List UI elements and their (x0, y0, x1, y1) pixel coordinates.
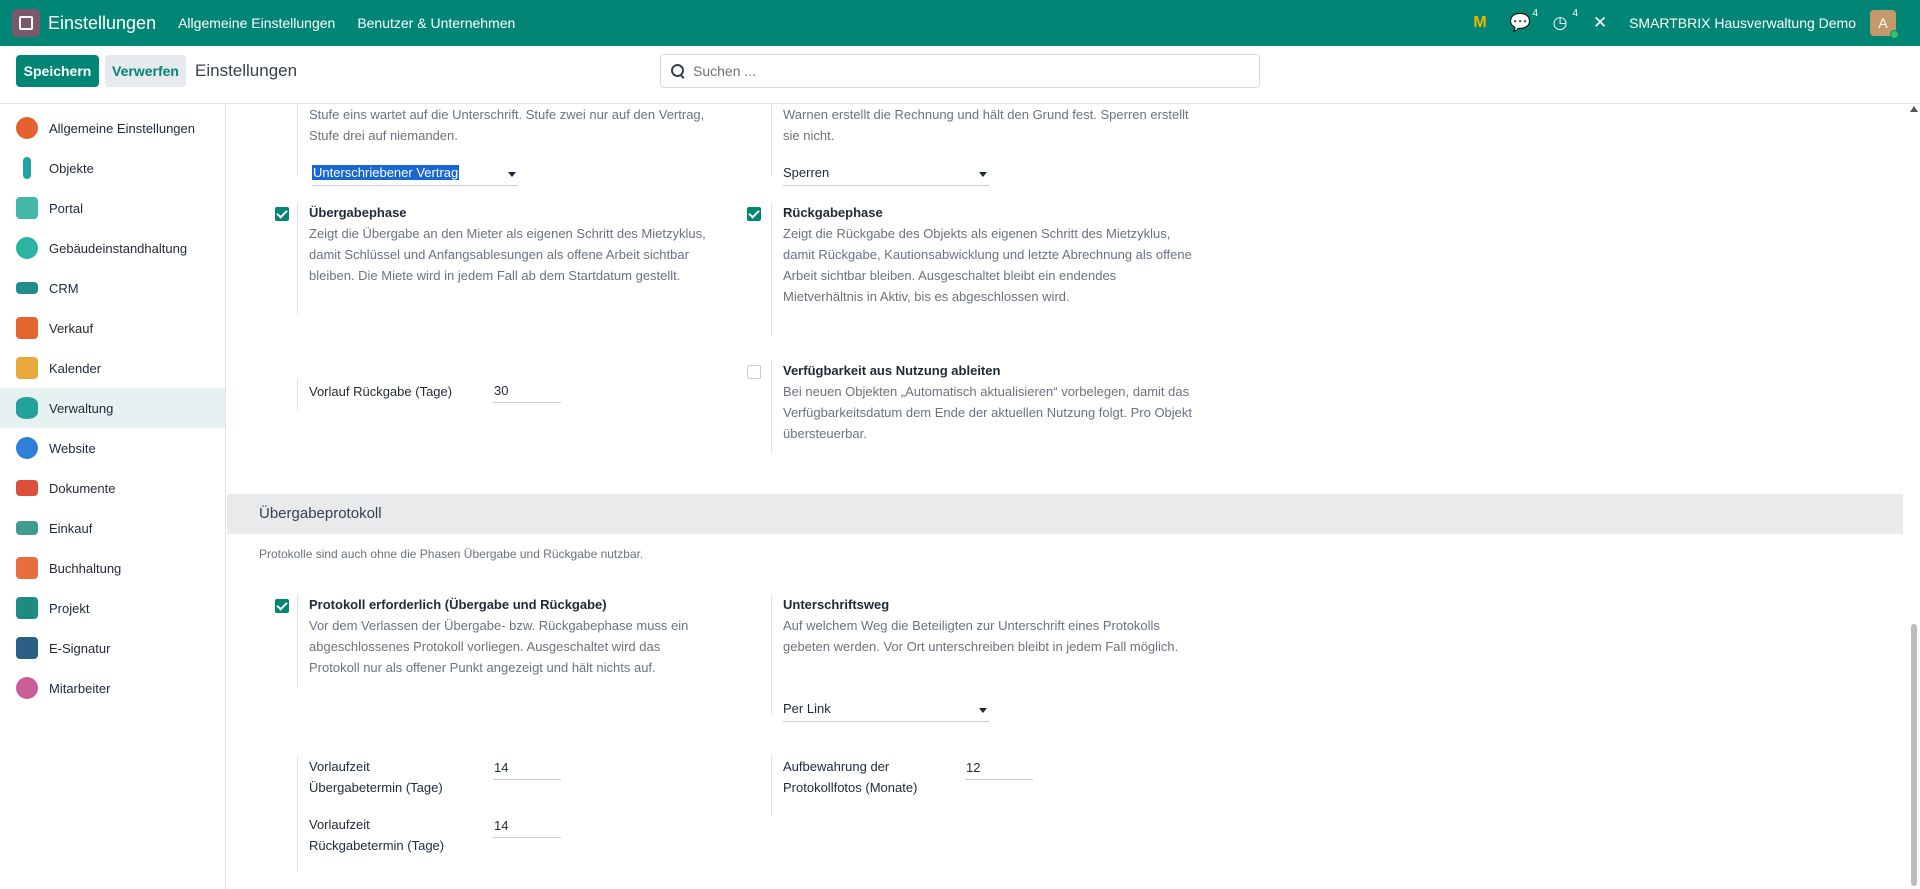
sidebar-item-objects[interactable] (0, 148, 225, 188)
sidebar-item-label: Verwaltung (49, 400, 114, 416)
sidebar-item-management[interactable] (0, 388, 225, 428)
scroll-up-arrow-icon[interactable] (1910, 106, 1918, 112)
signature-select-value: Per Link (783, 701, 831, 716)
protocol-required-checkbox[interactable] (275, 599, 289, 613)
return-phase-description: Zeigt die Rückgabe des Objekts als eigenen Schritt des Mietzyklus, damit Rückgabe, Kautionsabwicklung und letzte Abrechnung als offene Arbeit sichtbar bleiben. Ausgeschaltet bleibt ein endendes Mietverhältnis in Aktiv, bis es abgeschlossen wird. (783, 226, 1192, 304)
general-settings-icon (16, 117, 38, 139)
sales-icon (16, 317, 38, 339)
app-title[interactable]: Einstellungen (48, 12, 157, 33)
employees-icon (16, 677, 38, 699)
management-icon (16, 397, 38, 419)
settings-app-icon[interactable] (12, 9, 40, 37)
sidebar-item-label: Objekte (49, 160, 94, 176)
handover-phase-description: Zeigt die Übergabe an den Mieter als eigenen Schritt des Mietzyklus, damit Schlüssel und Anfangsablesungen als offene Arbeit sichtbar bleiben. Die Miete wird in jedem Fall ab dem Startdatum gestellt. (309, 226, 706, 283)
sidebar-item-label: Dokumente (49, 480, 116, 496)
m-logo-icon[interactable]: M (1473, 14, 1487, 31)
sidebar-item-portal[interactable] (0, 188, 225, 228)
return-phase-setting (771, 203, 1191, 336)
protocol-section-description: Protokolle sind auch ohne die Phasen Übergabe und Rückgabe nutzbar. (259, 547, 644, 561)
menu-users-companies[interactable]: Benutzer & Unternehmen (357, 15, 516, 31)
signature-setting (771, 595, 1191, 715)
return-lead-label: Vorlauf Rückgabe (Tage) (309, 384, 453, 399)
protocol-required-label: Protokoll erforderlich (Übergabe und Rückgabe) (309, 597, 607, 612)
sidebar-item-label: Kalender (49, 360, 102, 376)
sidebar-item-esignature[interactable] (0, 628, 225, 668)
sidebar-item-label: Portal (49, 200, 83, 216)
top-navbar (0, 0, 1920, 46)
return-lead-time-input[interactable]: 14 (493, 816, 561, 838)
availability-setting (771, 361, 1191, 453)
chevron-down-icon (979, 172, 987, 177)
accounting-icon (16, 557, 38, 579)
return-phase-label: Rückgabephase (783, 205, 883, 220)
sidebar-item-label: Projekt (49, 600, 90, 616)
sidebar-item-purchase[interactable] (0, 508, 225, 548)
handover-phase-checkbox[interactable] (275, 207, 289, 221)
warn-select[interactable] (783, 162, 989, 186)
handover-phase-setting (297, 203, 717, 315)
documents-folder-icon (16, 480, 38, 496)
protocol-section-description-row (259, 544, 1059, 565)
activity-clock-icon[interactable]: ◷ 4 (1552, 8, 1579, 32)
activities-count: 4 (1572, 8, 1579, 19)
sidebar-item-label: CRM (49, 280, 79, 296)
portal-icon (16, 197, 38, 219)
protocol-required-description: Vor dem Verlassen der Übergabe- bzw. Rückgabephase muss ein abgeschlossenes Protokoll vorliegen. Ausgeschaltet wird das Protokoll nur als offener Punkt angezeigt und hält nichts auf. (309, 618, 689, 675)
sidebar-item-accounting[interactable] (0, 548, 225, 588)
user-avatar[interactable] (1870, 10, 1896, 36)
sidebar-item-label: E-Signatur (49, 640, 111, 656)
scroll-thumb[interactable] (1911, 624, 1917, 886)
sidebar-item-employees[interactable] (0, 668, 225, 708)
tools-icon[interactable]: ✕ (1592, 13, 1608, 32)
warn-select-value: Sperren (783, 165, 830, 180)
sidebar-item-label: Verkauf (49, 320, 94, 336)
sidebar-item-documents[interactable] (0, 468, 225, 508)
sidebar-item-label: Mitarbeiter (49, 680, 111, 696)
sidebar-item-crm[interactable] (0, 268, 225, 308)
sidebar-item-sales[interactable] (0, 308, 225, 348)
sidebar-item-label: Website (49, 440, 96, 456)
messages-count: 4 (1532, 8, 1539, 19)
stage-description: Stufe eins wartet auf die Unterschrift. Stufe zwei nur auf den Vertrag, Stufe drei auf niemanden. (309, 107, 705, 143)
crm-icon (16, 282, 38, 294)
signature-description: Auf welchem Weg die Beteiligten zur Unterschrift eines Protokolls gebeten werden. Vor Ort unterschreiben bleibt in jedem Fall möglich. (783, 618, 1179, 654)
page-title: Einstellungen (195, 61, 298, 80)
protocol-required-setting (297, 595, 717, 687)
avatar-letter: A (1878, 15, 1888, 31)
stage-select[interactable] (312, 162, 518, 186)
settings-sidebar (0, 104, 226, 889)
sidebar-item-label: Gebäudeinstandhaltung (49, 240, 188, 256)
online-status-dot (1890, 30, 1899, 39)
signature-select[interactable] (783, 698, 989, 722)
handover-lead-label: Vorlaufzeit Übergabetermin (Tage) (309, 759, 443, 795)
availability-label: Verfügbarkeit aus Nutzung ableiten (783, 363, 1001, 378)
maintenance-icon (16, 237, 38, 259)
esignature-icon (16, 637, 38, 659)
availability-checkbox[interactable] (747, 365, 761, 379)
search-icon (671, 64, 685, 78)
chevron-down-icon (979, 708, 987, 713)
photo-retention-input[interactable]: 12 (965, 758, 1033, 780)
signature-label: Unterschriftsweg (783, 597, 890, 612)
search-input[interactable] (693, 63, 1233, 79)
company-switcher[interactable]: SMARTBRIX Hausverwaltung Demo (1629, 15, 1856, 31)
sidebar-item-label: Einkauf (49, 520, 93, 536)
sidebar-item-label: Buchhaltung (49, 560, 122, 576)
photo-retention-label: Aufbewahrung der Protokollfotos (Monate) (783, 759, 918, 795)
sidebar-item-website[interactable] (0, 428, 225, 468)
calendar-icon (16, 357, 38, 379)
sidebar-item-general[interactable] (0, 108, 225, 148)
save-button[interactable]: Speichern (16, 55, 99, 87)
chevron-down-icon (508, 172, 516, 177)
control-panel (0, 46, 1920, 104)
return-lead-input[interactable]: 30 (493, 381, 561, 403)
protocol-section-title: Übergabeprotokoll (259, 505, 382, 522)
chat-icon[interactable]: 💬 4 (1509, 8, 1539, 32)
sidebar-item-maintenance[interactable] (0, 228, 225, 268)
stage-select-value: Unterschriebener Vertrag (313, 165, 459, 180)
sidebar-item-project[interactable] (0, 588, 225, 628)
sidebar-item-label: Allgemeine Einstellungen (49, 120, 195, 136)
return-phase-checkbox[interactable] (747, 207, 761, 221)
availability-description: Bei neuen Objekten „Automatisch aktualisieren“ vorbelegen, damit das Verfügbarkeitsdatum dem Ende der aktuellen Nutzung folgt. Pro Objekt übersteuerbar. (783, 384, 1193, 441)
handover-phase-label: Übergabephase (309, 205, 407, 220)
protocol-section-header (227, 494, 1903, 534)
objects-icon (23, 157, 31, 179)
settings-content (227, 104, 1908, 889)
warn-description: Warnen erstellt die Rechnung und hält den Grund fest. Sperren erstellt sie nicht. (783, 107, 1189, 143)
handover-lead-input[interactable]: 14 (493, 758, 561, 780)
purchase-icon (16, 521, 38, 535)
return-lead-time-label: Vorlaufzeit Rückgabetermin (Tage) (309, 817, 445, 853)
sidebar-item-calendar[interactable] (0, 348, 225, 388)
menu-general-settings[interactable]: Allgemeine Einstellungen (178, 15, 336, 31)
project-check-icon (16, 597, 38, 619)
search-box[interactable] (660, 54, 1260, 88)
content-scrollbar[interactable] (1908, 104, 1920, 889)
discard-button[interactable]: Verwerfen (105, 55, 186, 87)
website-icon (16, 437, 38, 459)
